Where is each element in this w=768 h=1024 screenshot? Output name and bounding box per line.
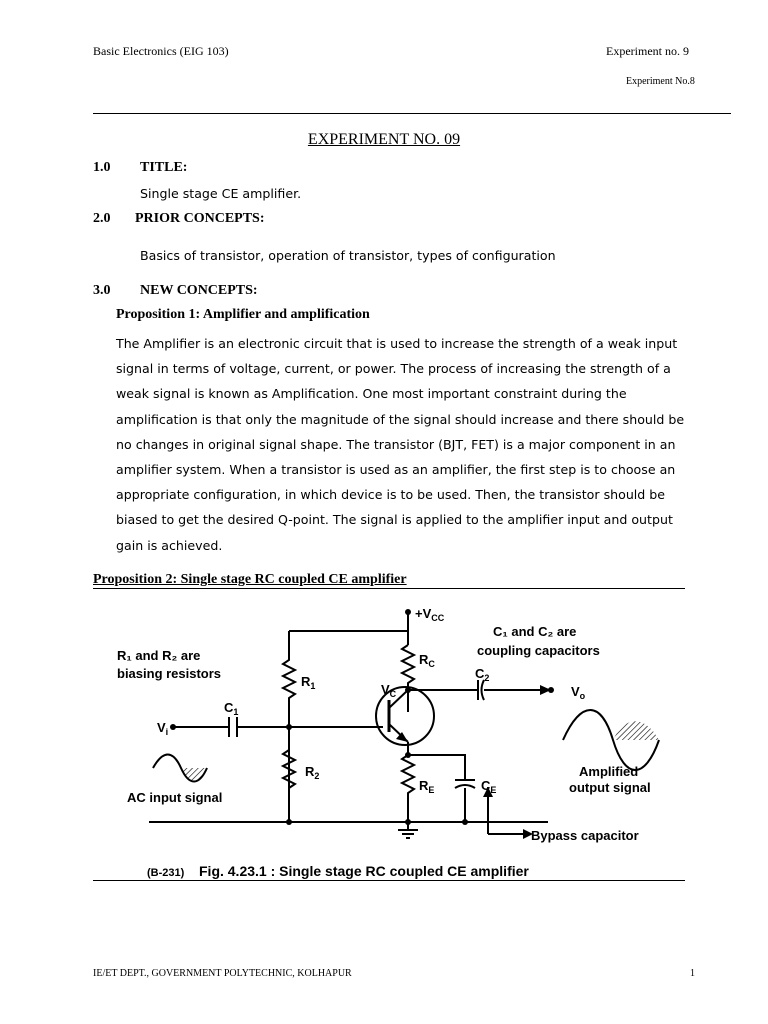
c2-label: $C_2$ xyxy=(475,666,490,683)
paragraph-line: The Amplifier is an electronic circuit that is used to increase the strength of a weak input xyxy=(116,336,678,351)
paragraph-line: amplifier system. When a transistor is used as an amplifier, the first step is to choose an xyxy=(116,462,676,478)
biasing-note-line-1: R₁ and R₂ are xyxy=(117,648,201,663)
ce-label: $C_E$ xyxy=(481,778,497,795)
proposition-2-title: Proposition 2: Single stage RC coupled CE amplifier xyxy=(93,572,407,587)
paragraph-line: gain is achieved. xyxy=(116,537,223,553)
paragraph-line: signal in terms of voltage, current, or power. The process of increasing the strength of a xyxy=(116,361,671,377)
proposition-2-rule xyxy=(93,588,685,589)
proposition-1-title: Proposition 1: Amplifier and amplification xyxy=(116,307,370,322)
proposition-1-paragraph xyxy=(116,331,685,558)
figure-caption: Fig. 4.23.1 : Single stage RC coupled CE amplifier xyxy=(199,863,529,879)
header-experiment: Experiment no. 9 xyxy=(606,44,689,58)
r1-label: $R_1$ xyxy=(301,674,316,691)
figure-bottom-rule xyxy=(93,880,685,881)
section-2-number: 2.0 xyxy=(93,211,111,226)
vcc-label: $+V_{CC}$ xyxy=(415,606,445,623)
section-1-label: TITLE: xyxy=(140,160,188,175)
ac-input-label: AC input signal xyxy=(127,790,223,805)
biasing-note-line-2: biasing resistors xyxy=(117,666,222,681)
vc-label: $V_C$ xyxy=(381,682,397,699)
coupling-note-line-1: C₁ and C₂ are xyxy=(493,624,577,639)
footer-page-number: 1 xyxy=(690,968,695,979)
section-2-text: Basics of transistor, operation of transistor, types of configuration xyxy=(140,248,556,263)
figure-ref: (B-231) xyxy=(147,867,185,879)
section-1-text: Single stage CE amplifier. xyxy=(140,186,302,201)
footer-department: IE/ET DEPT., GOVERNMENT POLYTECHNIC, KOLHAPUR xyxy=(93,968,352,979)
paragraph-line: weak signal is known as Amplification. One most important constraint during the xyxy=(116,386,627,402)
ce-amplifier-circuit-diagram xyxy=(93,590,685,890)
vo-label: $V_o$ xyxy=(571,684,586,701)
amplified-label-line-2: output signal xyxy=(569,780,651,795)
paragraph-line: no changes in original signal shape. The transistor (BJT, FET) is a major component in an xyxy=(116,436,676,452)
paragraph-line: biased to get the desired Q-point. The signal is applied to the amplifier input and output xyxy=(116,512,673,528)
c1-label: $C_1$ xyxy=(224,700,239,717)
section-1-number: 1.0 xyxy=(93,160,111,175)
paragraph-line: appropriate configuration, in which device is to be used. Then, the transistor should be xyxy=(116,487,666,503)
section-2-label: PRIOR CONCEPTS: xyxy=(135,211,265,226)
r2-label: $R_2$ xyxy=(305,764,320,781)
paragraph-line: amplification is that only the magnitude of the signal should increase and there should be xyxy=(116,411,685,427)
section-3-number: 3.0 xyxy=(93,283,111,298)
re-label: $R_E$ xyxy=(419,778,435,795)
header-experiment-small: Experiment No.8 xyxy=(626,76,695,87)
vi-label: $V_i$ xyxy=(157,720,169,737)
coupling-note-line-2: coupling capacitors xyxy=(477,643,600,658)
amplified-label-line-1: Amplified xyxy=(579,764,639,779)
header-rule xyxy=(93,113,731,114)
bypass-capacitor-label: Bypass capacitor xyxy=(531,828,639,843)
experiment-title: EXPERIMENT NO. 09 xyxy=(307,131,461,148)
header-course: Basic Electronics (EIG 103) xyxy=(93,44,229,58)
section-3-label: NEW CONCEPTS: xyxy=(140,283,258,298)
rc-label: $R_C$ xyxy=(419,652,435,669)
